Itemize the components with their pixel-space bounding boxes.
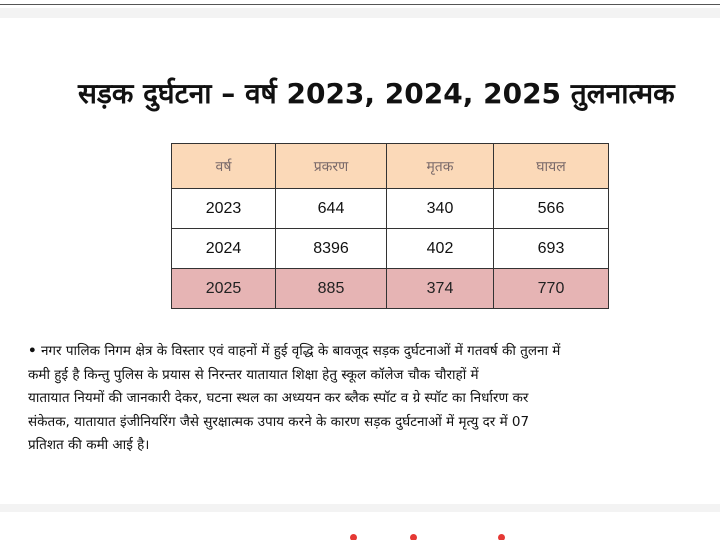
- header-injured: घायल: [494, 144, 609, 189]
- cell-injured: 770: [494, 269, 609, 309]
- top-divider: [0, 4, 720, 5]
- cell-injured: 693: [494, 229, 609, 269]
- paragraph-line: • नगर पालिक निगम क्षेत्र के विस्तार एवं वाहनों में हुई वृद्धि के बावजूद सड़क दुर्घटनाओं में गतवर्ष की तुलना में: [28, 343, 561, 359]
- cell-deaths: 340: [387, 189, 494, 229]
- cell-cases: 885: [276, 269, 387, 309]
- paragraph-line: प्रतिशत की कमी आई है।: [28, 437, 150, 453]
- slide-gap-bottom: [0, 504, 720, 512]
- table-row: [172, 229, 609, 269]
- cell-cases: 8396: [276, 229, 387, 269]
- header-year: वर्ष: [172, 144, 276, 189]
- next-slide-title-peek: [350, 528, 550, 540]
- header-cases: प्रकरण: [276, 144, 387, 189]
- bullet-icon: •: [28, 343, 37, 359]
- summary-paragraph: [28, 340, 720, 458]
- cell-year: 2024: [172, 229, 276, 269]
- cell-deaths: 402: [387, 229, 494, 269]
- slide-title: सड़क दुर्घटना – वर्ष 2023, 2024, 2025 तुलनात्मक: [78, 77, 675, 110]
- table-row: [172, 189, 609, 229]
- cell-injured: 566: [494, 189, 609, 229]
- table-row-highlighted: [172, 269, 609, 309]
- cell-cases: 644: [276, 189, 387, 229]
- paragraph-line: यातायात नियमों की जानकारी देकर, घटना स्थल का अध्ययन कर ब्लैक स्पॉट व ग्रे स्पॉट का निर्धारण कर: [28, 390, 529, 406]
- paragraph-line: संकेतक, यातायात इंजीनियरिंग जैसे सुरक्षात्मक उपाय करने के कारण सड़क दुर्घटनाओं में मृत्यु दर में 07: [28, 413, 530, 430]
- table-header-row: [172, 144, 609, 189]
- cell-deaths: 374: [387, 269, 494, 309]
- cell-year: 2025: [172, 269, 276, 309]
- header-deaths: मृतक: [387, 144, 494, 189]
- slide: [0, 18, 720, 504]
- cell-year: 2023: [172, 189, 276, 229]
- accident-comparison-table: [171, 143, 609, 309]
- slide-gap-top: [0, 8, 720, 18]
- paragraph-line: कमी हुई है किन्तु पुलिस के प्रयास से निरन्तर यातायात शिक्षा हेतु स्कूल कॉलेज चौक चौराहों में: [28, 366, 479, 383]
